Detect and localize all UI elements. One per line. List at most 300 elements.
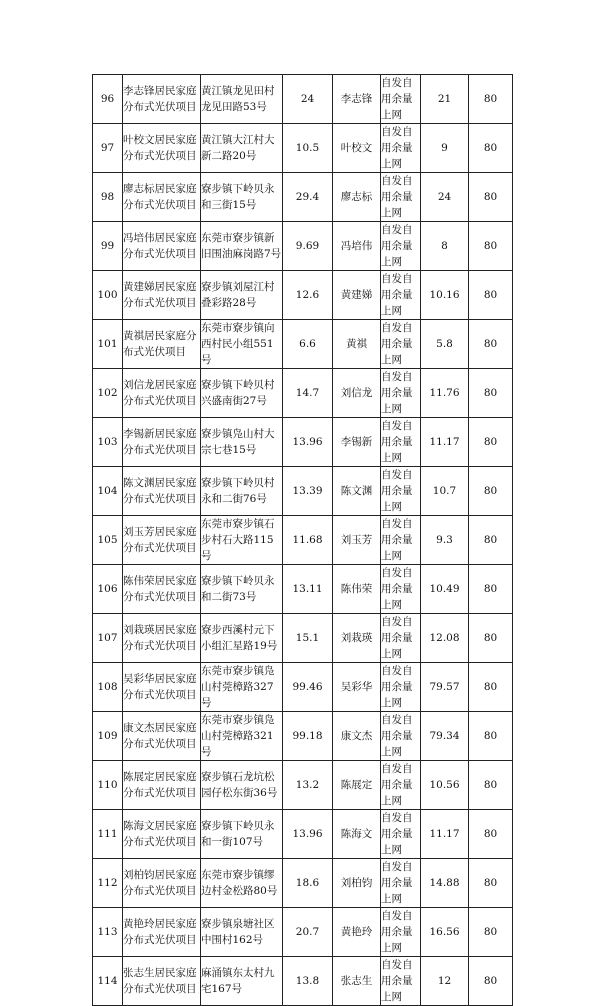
grid-connection-mode (381, 369, 421, 418)
grid-connection-mode (381, 565, 421, 614)
ac-capacity (421, 565, 469, 614)
ac-capacity (421, 222, 469, 271)
value-80-text: 80 (483, 387, 498, 399)
grid-connection-mode-text: 自发自用余量上网 (381, 616, 413, 660)
installed-capacity (283, 467, 333, 516)
value-80-text: 80 (483, 289, 498, 301)
grid-connection-mode-text: 自发自用余量上网 (381, 469, 413, 513)
owner-name-text: 陈海文 (340, 828, 373, 840)
project-name (123, 712, 201, 761)
table-row (93, 565, 513, 614)
owner-name (333, 663, 381, 712)
owner-name-text: 黄祺 (346, 338, 367, 350)
row-number (93, 467, 123, 516)
ac-capacity-text: 5.8 (436, 338, 453, 350)
owner-name-text: 陈伟荣 (340, 583, 373, 595)
ac-capacity-text: 11.17 (429, 828, 460, 840)
project-name-text: 李锡新居民家庭分布式光伏项目 (123, 428, 197, 456)
project-address (201, 565, 283, 614)
project-name-text: 吴彩华居民家庭分布式光伏项目 (123, 673, 197, 701)
table-row (93, 859, 513, 908)
installed-capacity-text: 99.18 (292, 730, 323, 742)
ac-capacity-text: 12 (437, 975, 452, 987)
project-address (201, 173, 283, 222)
row-number (93, 614, 123, 663)
value-80 (469, 75, 513, 124)
project-name-text: 张志生居民家庭分布式光伏项目 (123, 967, 197, 995)
table-row (93, 320, 513, 369)
value-80 (469, 565, 513, 614)
owner-name-text: 李志锋 (340, 93, 373, 105)
installed-capacity (283, 712, 333, 761)
project-address-text: 寮步镇下岭贝永和一街107号 (201, 820, 275, 848)
table-row (93, 908, 513, 957)
project-address-text: 麻涌镇东太村九宅167号 (201, 967, 275, 995)
value-80-text: 80 (483, 142, 498, 154)
project-address (201, 320, 283, 369)
row-number-text: 102 (97, 387, 118, 399)
grid-connection-mode (381, 761, 421, 810)
ac-capacity (421, 467, 469, 516)
value-80-text: 80 (483, 828, 498, 840)
installed-capacity (283, 859, 333, 908)
installed-capacity-text: 9.69 (295, 240, 320, 252)
project-name (123, 173, 201, 222)
installed-capacity-text: 13.39 (292, 485, 323, 497)
grid-connection-mode (381, 222, 421, 271)
owner-name (333, 761, 381, 810)
owner-name (333, 565, 381, 614)
installed-capacity-text: 12.6 (295, 289, 320, 301)
table-row (93, 614, 513, 663)
row-number-text: 112 (97, 877, 118, 889)
value-80-text: 80 (483, 485, 498, 497)
installed-capacity-text: 14.7 (295, 387, 320, 399)
project-address-text: 寮步镇石龙坑松园仔松东街36号 (201, 771, 278, 799)
project-address (201, 369, 283, 418)
value-80 (469, 173, 513, 222)
value-80-text: 80 (483, 534, 498, 546)
ac-capacity (421, 859, 469, 908)
row-number (93, 124, 123, 173)
project-address-text: 寮步镇下岭贝永和二街73号 (201, 575, 275, 603)
project-name (123, 124, 201, 173)
owner-name-text: 刘栽瑛 (340, 632, 373, 644)
row-number (93, 908, 123, 957)
row-number-text: 97 (100, 142, 115, 154)
ac-capacity (421, 418, 469, 467)
project-address (201, 467, 283, 516)
grid-connection-mode-text: 自发自用余量上网 (381, 273, 413, 317)
row-number (93, 859, 123, 908)
project-address-text: 寮步镇下岭贝永和三街15号 (201, 183, 275, 211)
installed-capacity (283, 565, 333, 614)
ac-capacity (421, 75, 469, 124)
value-80-text: 80 (483, 681, 498, 693)
value-80 (469, 810, 513, 859)
table-row (93, 75, 513, 124)
value-80-text: 80 (483, 926, 498, 938)
row-number (93, 418, 123, 467)
owner-name (333, 859, 381, 908)
owner-name-text: 吴彩华 (340, 681, 373, 693)
installed-capacity (283, 663, 333, 712)
table-row (93, 124, 513, 173)
project-address (201, 663, 283, 712)
value-80 (469, 614, 513, 663)
project-address (201, 614, 283, 663)
project-address-text: 东莞市寮步镇向西村民小组551号 (201, 322, 275, 366)
table-row (93, 418, 513, 467)
owner-name-text: 李锡新 (340, 436, 373, 448)
row-number (93, 173, 123, 222)
row-number (93, 320, 123, 369)
project-name-text: 廖志标居民家庭分布式光伏项目 (123, 183, 197, 211)
project-name (123, 565, 201, 614)
row-number (93, 222, 123, 271)
project-address-text: 寮步镇刘屋江村叠彩路28号 (201, 281, 275, 309)
installed-capacity-text: 11.68 (292, 534, 323, 546)
project-address (201, 222, 283, 271)
value-80-text: 80 (483, 338, 498, 350)
owner-name-text: 刘信龙 (340, 387, 373, 399)
installed-capacity (283, 75, 333, 124)
owner-name (333, 712, 381, 761)
owner-name-text: 张志生 (340, 975, 373, 987)
value-80 (469, 418, 513, 467)
project-name (123, 467, 201, 516)
installed-capacity-text: 13.8 (295, 975, 320, 987)
value-80 (469, 124, 513, 173)
project-name (123, 908, 201, 957)
table-row (93, 173, 513, 222)
installed-capacity (283, 957, 333, 1006)
owner-name (333, 369, 381, 418)
installed-capacity (283, 222, 333, 271)
row-number-text: 99 (100, 240, 115, 252)
value-80 (469, 761, 513, 810)
grid-connection-mode-text: 自发自用余量上网 (381, 420, 413, 464)
grid-connection-mode (381, 663, 421, 712)
installed-capacity (283, 516, 333, 565)
ac-capacity (421, 810, 469, 859)
project-address-text: 寮步镇凫山村大宗七巷15号 (201, 428, 275, 456)
installed-capacity (283, 418, 333, 467)
project-name-text: 黄艳玲居民家庭分布式光伏项目 (123, 918, 197, 946)
value-80 (469, 320, 513, 369)
owner-name (333, 75, 381, 124)
project-address-text: 黄江镇龙见田村龙见田路53号 (201, 85, 275, 113)
ac-capacity-text: 8 (441, 240, 448, 252)
installed-capacity (283, 908, 333, 957)
project-name (123, 614, 201, 663)
installed-capacity-text: 10.5 (295, 142, 320, 154)
grid-connection-mode-text: 自发自用余量上网 (381, 518, 413, 562)
value-80-text: 80 (483, 975, 498, 987)
ac-capacity (421, 663, 469, 712)
value-80-text: 80 (483, 436, 498, 448)
installed-capacity-text: 99.46 (292, 681, 323, 693)
installed-capacity-text: 18.6 (295, 877, 320, 889)
row-number (93, 957, 123, 1006)
row-number-text: 113 (97, 926, 118, 938)
installed-capacity (283, 614, 333, 663)
ac-capacity (421, 271, 469, 320)
ac-capacity (421, 908, 469, 957)
owner-name (333, 614, 381, 663)
row-number (93, 516, 123, 565)
owner-name-text: 陈展定 (340, 779, 373, 791)
project-name-text: 刘信龙居民家庭分布式光伏项目 (123, 379, 197, 407)
project-address (201, 810, 283, 859)
table-row (93, 810, 513, 859)
table-body (93, 75, 513, 1006)
grid-connection-mode-text: 自发自用余量上网 (381, 861, 413, 905)
project-name-text: 刘栽瑛居民家庭分布式光伏项目 (123, 624, 197, 652)
project-address (201, 712, 283, 761)
project-name-text: 叶校文居民家庭分布式光伏项目 (123, 134, 197, 162)
grid-connection-mode (381, 467, 421, 516)
installed-capacity (283, 761, 333, 810)
grid-connection-mode-text: 自发自用余量上网 (381, 763, 413, 807)
project-name (123, 222, 201, 271)
owner-name-text: 廖志标 (340, 191, 373, 203)
project-name-text: 李志锋居民家庭分布式光伏项目 (123, 85, 197, 113)
grid-connection-mode (381, 712, 421, 761)
project-address (201, 418, 283, 467)
row-number-text: 98 (100, 191, 115, 203)
ac-capacity-text: 10.16 (429, 289, 460, 301)
ac-capacity (421, 124, 469, 173)
installed-capacity-text: 29.4 (295, 191, 320, 203)
ac-capacity-text: 21 (437, 93, 452, 105)
table-row (93, 957, 513, 1006)
grid-connection-mode (381, 75, 421, 124)
project-name (123, 761, 201, 810)
project-name-text: 黄祺居民家庭分布式光伏项目 (123, 330, 197, 358)
table-row (93, 761, 513, 810)
owner-name-text: 陈文渊 (340, 485, 373, 497)
grid-connection-mode (381, 320, 421, 369)
ac-capacity-text: 10.56 (429, 779, 460, 791)
grid-connection-mode (381, 908, 421, 957)
owner-name-text: 黄建娣 (340, 289, 373, 301)
ac-capacity (421, 614, 469, 663)
grid-connection-mode (381, 124, 421, 173)
project-address (201, 124, 283, 173)
project-name-text: 陈海文居民家庭分布式光伏项目 (123, 820, 197, 848)
value-80-text: 80 (483, 877, 498, 889)
ac-capacity-text: 79.57 (429, 681, 460, 693)
value-80 (469, 663, 513, 712)
row-number-text: 103 (97, 436, 118, 448)
grid-connection-mode (381, 418, 421, 467)
row-number-text: 110 (97, 779, 118, 791)
ac-capacity-text: 9.3 (436, 534, 453, 546)
project-address-text: 东莞市寮步镇凫山村莞樟路321号 (201, 714, 275, 758)
grid-connection-mode (381, 957, 421, 1006)
ac-capacity (421, 516, 469, 565)
project-address-text: 东莞市寮步镇缪边村金松路80号 (201, 869, 278, 897)
row-number-text: 104 (97, 485, 118, 497)
ac-capacity-text: 11.17 (429, 436, 460, 448)
ac-capacity-text: 10.49 (429, 583, 460, 595)
grid-connection-mode-text: 自发自用余量上网 (381, 567, 413, 611)
grid-connection-mode (381, 271, 421, 320)
project-address (201, 271, 283, 320)
installed-capacity-text: 20.7 (295, 926, 320, 938)
project-address-text: 黄江镇大江村大新二路20号 (201, 134, 275, 162)
ac-capacity (421, 957, 469, 1006)
owner-name (333, 516, 381, 565)
project-name (123, 418, 201, 467)
owner-name (333, 810, 381, 859)
value-80-text: 80 (483, 779, 498, 791)
grid-connection-mode-text: 自发自用余量上网 (381, 910, 413, 954)
installed-capacity-text: 24 (300, 93, 315, 105)
value-80 (469, 908, 513, 957)
owner-name (333, 467, 381, 516)
value-80-text: 80 (483, 730, 498, 742)
owner-name-text: 刘柏钧 (340, 877, 373, 889)
installed-capacity-text: 13.11 (292, 583, 323, 595)
owner-name (333, 124, 381, 173)
row-number-text: 105 (97, 534, 118, 546)
row-number (93, 761, 123, 810)
row-number (93, 712, 123, 761)
project-address (201, 908, 283, 957)
project-name-text: 刘柏钧居民家庭分布式光伏项目 (123, 869, 197, 897)
project-name-text: 冯培伟居民家庭分布式光伏项目 (123, 232, 197, 260)
project-name (123, 810, 201, 859)
installed-capacity (283, 369, 333, 418)
table-row (93, 369, 513, 418)
installed-capacity-text: 6.6 (299, 338, 316, 350)
grid-connection-mode-text: 自发自用余量上网 (381, 959, 413, 1003)
row-number-text: 106 (97, 583, 118, 595)
value-80-text: 80 (483, 583, 498, 595)
grid-connection-mode (381, 614, 421, 663)
project-address-text: 东莞市寮步镇凫山村莞樟路327号 (201, 665, 275, 709)
value-80 (469, 271, 513, 320)
project-name (123, 271, 201, 320)
value-80-text: 80 (483, 191, 498, 203)
ac-capacity (421, 173, 469, 222)
owner-name (333, 271, 381, 320)
grid-connection-mode-text: 自发自用余量上网 (381, 77, 413, 121)
project-name-text: 陈展定居民家庭分布式光伏项目 (123, 771, 197, 799)
installed-capacity (283, 173, 333, 222)
project-name-text: 陈伟荣居民家庭分布式光伏项目 (123, 575, 197, 603)
grid-connection-mode-text: 自发自用余量上网 (381, 175, 413, 219)
row-number (93, 75, 123, 124)
ac-capacity-text: 9 (441, 142, 448, 154)
ac-capacity-text: 24 (437, 191, 452, 203)
installed-capacity-text: 15.1 (295, 632, 320, 644)
owner-name-text: 冯培伟 (340, 240, 373, 252)
project-table (92, 74, 513, 1006)
grid-connection-mode (381, 810, 421, 859)
row-number-text: 107 (97, 632, 118, 644)
installed-capacity (283, 320, 333, 369)
value-80 (469, 859, 513, 908)
installed-capacity-text: 13.2 (295, 779, 320, 791)
project-name-text: 陈文渊居民家庭分布式光伏项目 (123, 477, 197, 505)
ac-capacity-text: 16.56 (429, 926, 460, 938)
project-name (123, 663, 201, 712)
owner-name-text: 叶校文 (340, 142, 373, 154)
row-number (93, 565, 123, 614)
installed-capacity (283, 271, 333, 320)
project-address-text: 寮步镇泉塘社区中围村162号 (201, 918, 275, 946)
value-80 (469, 467, 513, 516)
row-number (93, 271, 123, 320)
ac-capacity-text: 11.76 (429, 387, 460, 399)
ac-capacity-text: 10.7 (432, 485, 457, 497)
project-address-text: 东莞市寮步镇石步村石大路115号 (201, 518, 275, 562)
ac-capacity (421, 761, 469, 810)
table-row (93, 516, 513, 565)
table-row (93, 271, 513, 320)
row-number (93, 369, 123, 418)
grid-connection-mode-text: 自发自用余量上网 (381, 665, 413, 709)
owner-name (333, 173, 381, 222)
value-80 (469, 516, 513, 565)
owner-name (333, 418, 381, 467)
table-row (93, 467, 513, 516)
installed-capacity-text: 13.96 (292, 436, 323, 448)
project-name-text: 刘玉芳居民家庭分布式光伏项目 (123, 526, 197, 554)
value-80 (469, 712, 513, 761)
row-number-text: 108 (97, 681, 118, 693)
value-80-text: 80 (483, 93, 498, 105)
project-name (123, 859, 201, 908)
project-name (123, 369, 201, 418)
project-address (201, 516, 283, 565)
ac-capacity-text: 14.88 (429, 877, 460, 889)
project-address-text: 东莞市寮步镇新旧围油麻岗路7号 (201, 232, 282, 260)
row-number-text: 96 (100, 93, 115, 105)
table-row (93, 712, 513, 761)
owner-name (333, 222, 381, 271)
project-name (123, 957, 201, 1006)
project-address (201, 859, 283, 908)
project-address-text: 寮步西溪村元下小组汇星路19号 (201, 624, 278, 652)
value-80-text: 80 (483, 240, 498, 252)
owner-name-text: 康文杰 (340, 730, 373, 742)
owner-name-text: 刘玉芳 (340, 534, 373, 546)
ac-capacity (421, 712, 469, 761)
grid-connection-mode-text: 自发自用余量上网 (381, 812, 413, 856)
grid-connection-mode-text: 自发自用余量上网 (381, 224, 413, 268)
installed-capacity (283, 810, 333, 859)
project-name-text: 康文杰居民家庭分布式光伏项目 (123, 722, 197, 750)
project-name-text: 黄建娣居民家庭分布式光伏项目 (123, 281, 197, 309)
project-address-text: 寮步镇下岭贝村兴盛南街27号 (201, 379, 275, 407)
value-80 (469, 957, 513, 1006)
table-row (93, 663, 513, 712)
grid-connection-mode (381, 516, 421, 565)
owner-name (333, 320, 381, 369)
row-number-text: 114 (97, 975, 118, 987)
project-address (201, 761, 283, 810)
grid-connection-mode-text: 自发自用余量上网 (381, 714, 413, 758)
ac-capacity (421, 320, 469, 369)
grid-connection-mode-text: 自发自用余量上网 (381, 126, 413, 170)
owner-name (333, 908, 381, 957)
owner-name-text: 黄艳玲 (340, 926, 373, 938)
installed-capacity-text: 13.96 (292, 828, 323, 840)
